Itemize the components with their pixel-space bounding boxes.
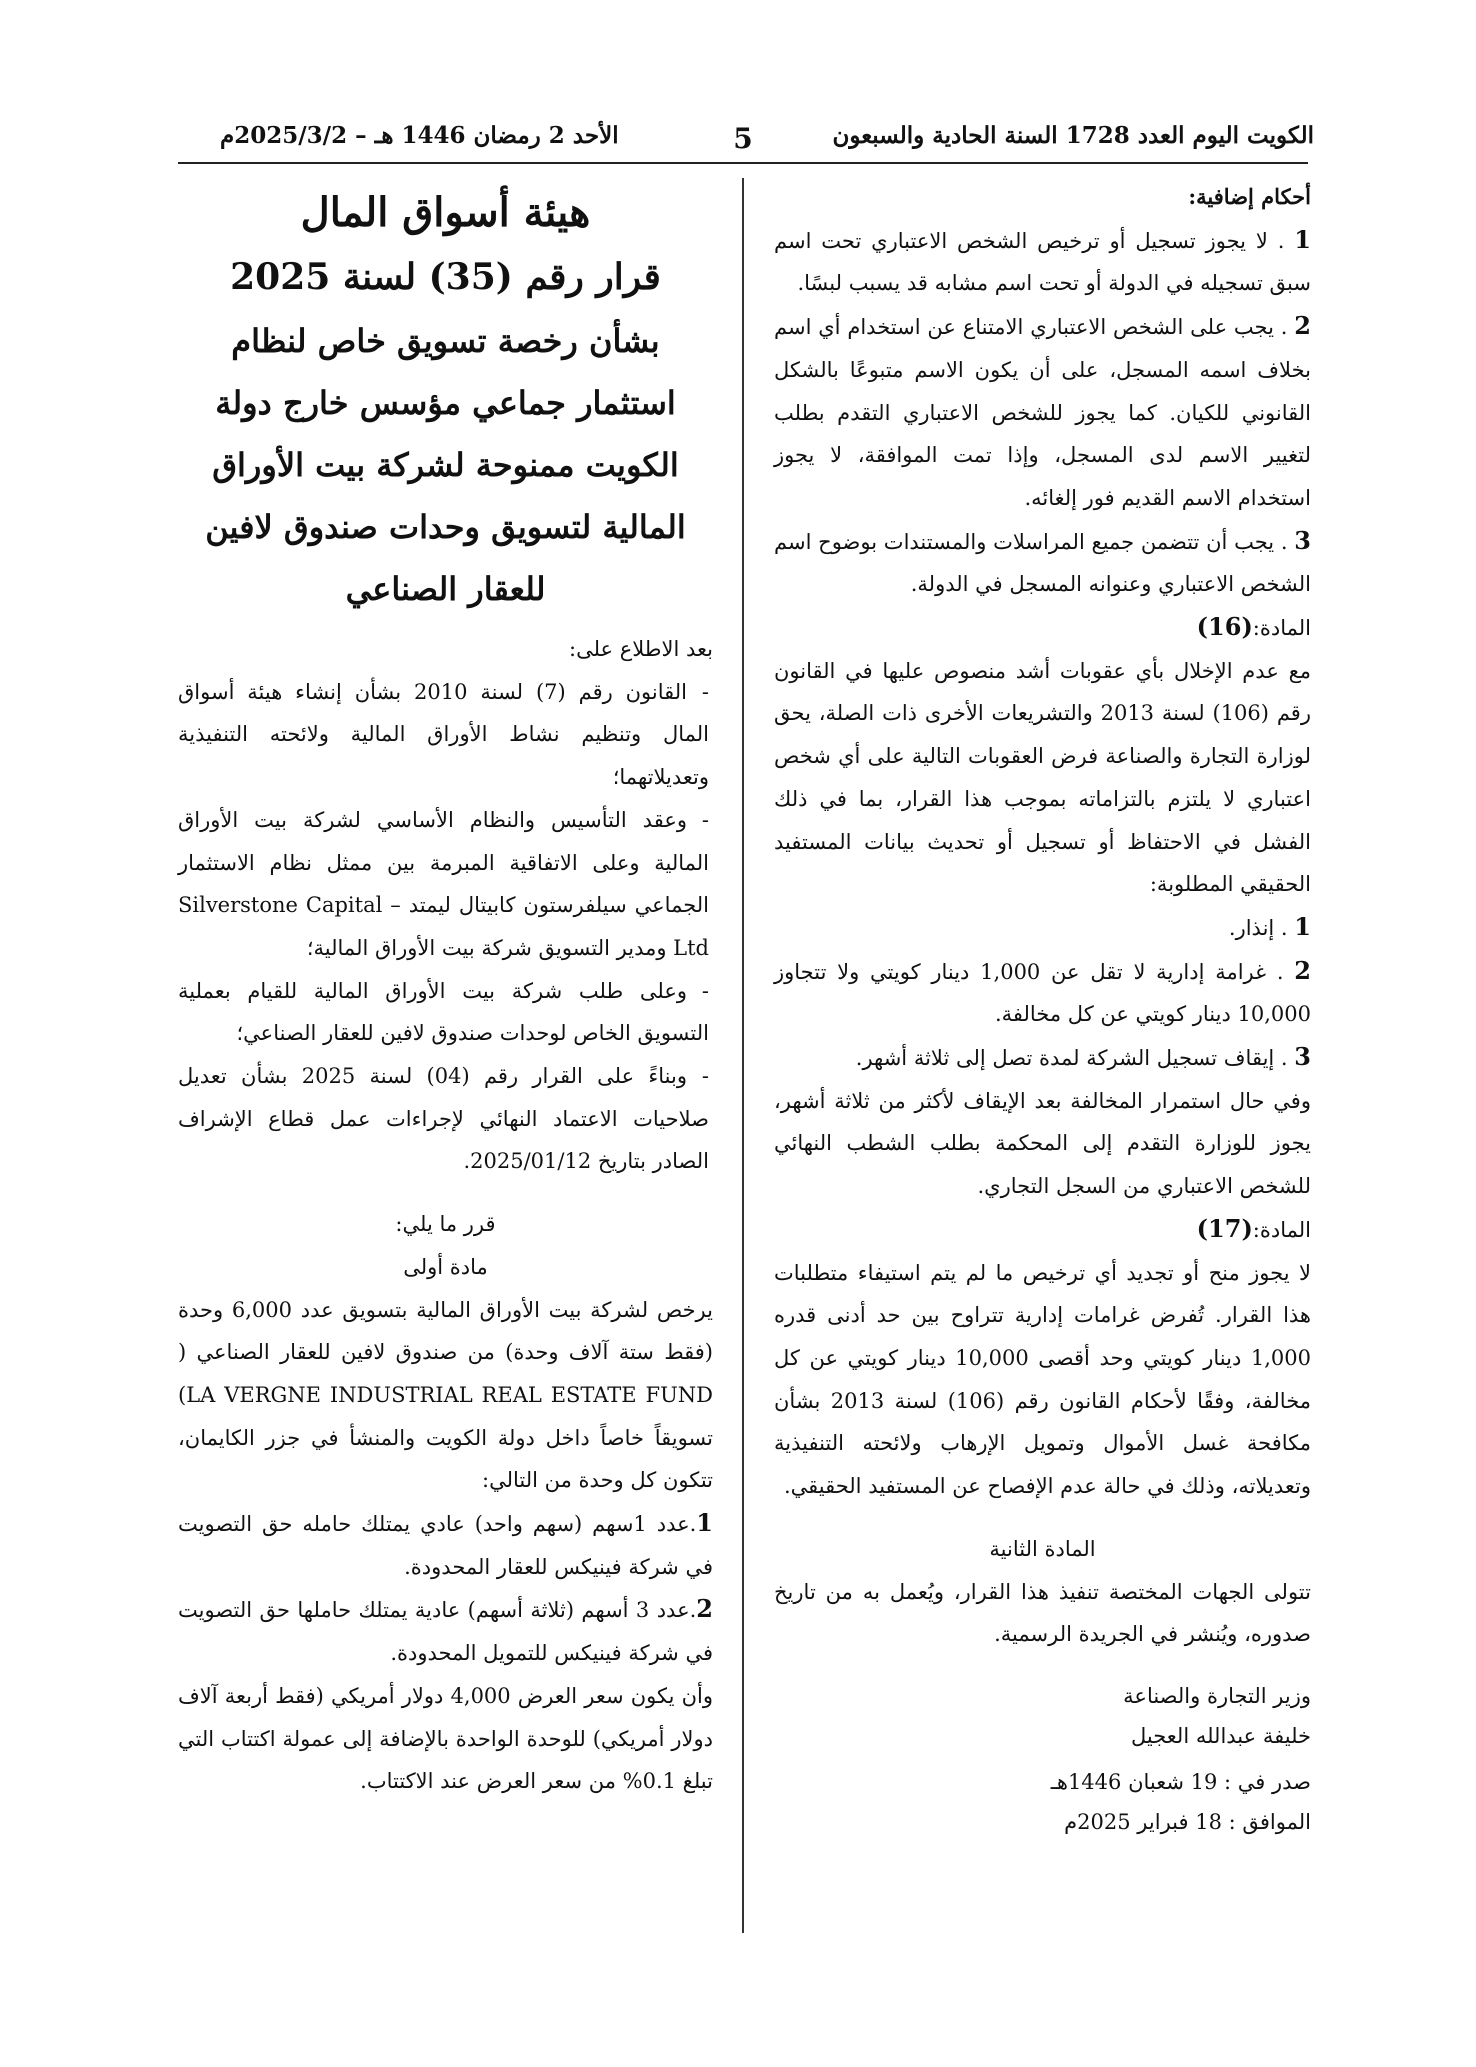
article-label: المادة: xyxy=(1252,616,1311,641)
spacer xyxy=(774,1656,1311,1676)
spacer xyxy=(178,1183,713,1203)
corresponding-date: الموافق : 18 فبراير 2025م xyxy=(1064,1809,1311,1834)
recital-text: القانون رقم (7) لسنة 2010 بشأن إنشاء هيئة أسواق المال وتنظيم نشاط الأوراق المالية ولائحته التنفيذية وتعديلاتهما؛ xyxy=(178,679,709,790)
after-review-label: بعد الاطلاع على: xyxy=(569,637,713,661)
minister-name: خليفة عبدالله العجيل xyxy=(1131,1723,1311,1748)
issued-on-date: صدر في : 19 شعبان 1446هـ xyxy=(1050,1769,1311,1794)
left-column xyxy=(178,176,713,1803)
penalty-item xyxy=(774,1036,1311,1080)
decided-label: قرر ما يلي: xyxy=(395,1212,496,1237)
unit-text: .عدد 3 أسهم (ثلاثة أسهم) عادية يمتلك حاملها حق التصويت في شركة فينيكس للتمويل المحدودة. xyxy=(178,1598,713,1666)
dash-bullet: - xyxy=(701,807,709,832)
penalty-number: 1 xyxy=(1294,911,1311,941)
decision-title: قرار رقم (35) لسنة 2025 xyxy=(230,256,661,298)
unit-item xyxy=(178,1502,713,1588)
issue-date: الأحد 2 رمضان 1446 هـ – 2025/3/2م xyxy=(220,122,619,149)
unit-text: .عدد 1سهم (سهم واحد) عادي يمتلك حامله حق التصويت في شركة فينيكس للعقار المحدودة. xyxy=(178,1512,713,1579)
unit-number: 2 xyxy=(696,1594,713,1624)
provision-text: . يجب أن تتضمن جميع المراسلات والمستندات بوضوح اسم الشخص الاعتباري وعنوانه المسجل في الدولة. xyxy=(774,529,1311,597)
right-column xyxy=(774,176,1311,1842)
provision-item xyxy=(774,520,1311,606)
authority-title: هيئة أسواق المال xyxy=(300,189,591,236)
recital-item xyxy=(178,970,713,1055)
unit-number: 1 xyxy=(696,1508,713,1538)
unit-item xyxy=(178,1588,713,1674)
gazette-issue-info: الكويت اليوم العدد 1728 السنة الحادية والسبعون xyxy=(832,122,1314,149)
recital-text: وبناءً على القرار رقم (04) لسنة 2025 بشأن تعديل صلاحيات الاعتماد النهائي لإجراءات عمل قطاع الإشراف الصادر بتاريخ 2025/01/12. xyxy=(178,1064,709,1174)
provision-text: . يجب على الشخص الاعتباري الامتناع عن استخدام أي اسم بخلاف اسمه المسجل، على أن يكون الاسم متبوعًا بالشكل القانوني للكيان. كما يجوز للشخص الاعتباري التقدم بطلب لتغيير الاسم لدى المسجل، وإذا تمت الموافقة، لا يجوز استخدام الاسم القديم فور إلغائه. xyxy=(774,315,1311,510)
issuance-block xyxy=(774,1762,1311,1842)
recital-item xyxy=(178,1055,713,1183)
recital-text: وعقد التأسيس والنظام الأساسي لشركة بيت الأوراق المالية وعلى الاتفاقية المبرمة بين ممثل نظام الاستثمار الجماعي سيلفرستون كابيتال ليمتد – Silverstone Capital Ltd ومدير التسويق شركة بيت الأوراق المالية؛ xyxy=(178,807,709,960)
provision-number: 1 xyxy=(1294,224,1311,254)
article-16-heading xyxy=(774,606,1311,650)
closing-text: وأن يكون سعر العرض 4,000 دولار أمريكي (فقط أربعة آلاف دولار أمريكي) للوحدة الواحدة بالإضافة إلى عمولة اكتتاب التي تبلغ 0.1% من سعر العرض عند الاكتتاب. xyxy=(178,1683,713,1794)
dash-bullet: - xyxy=(701,679,710,704)
article-17-heading xyxy=(774,1208,1311,1252)
provision-number: 3 xyxy=(1294,525,1311,555)
penalty-text: . إيقاف تسجيل الشركة لمدة تصل إلى ثلاثة أشهر. xyxy=(855,1046,1295,1071)
article-16-text: مع عدم الإخلال بأي عقوبات أشد منصوص عليها في القانون رقم (106) لسنة 2013 والتشريعات الأخرى ذات الصلة، يحق لوزارة التجارة والصناعة فرض العقوبات التالية على أي شخص اعتباري لا يلتزم بالتزاماته بموجب هذا القرار، بما في ذلك الفشل في الاحتفاظ أو تسجيل أو تحديث بيانات المستفيد الحقيقي المطلوبة: xyxy=(774,658,1311,897)
penalty-number: 3 xyxy=(1294,1042,1311,1072)
article-two-text: تتولى الجهات المختصة تنفيذ هذا القرار، ويُعمل به من تاريخ صدوره، ويُنشر في الجريدة الرسمية. xyxy=(774,1579,1311,1647)
dash-bullet: - xyxy=(701,1064,709,1089)
provision-item xyxy=(774,219,1311,305)
penalty-item xyxy=(774,950,1311,1036)
minister-title: وزير التجارة والصناعة xyxy=(1123,1683,1311,1708)
article-17-text: لا يجوز منح أو تجديد أي ترخيص ما لم يتم استيفاء متطلبات هذا القرار. تُفرض غرامات إدارية تتراوح بين حد أدنى قدره 1,000 دينار كويتي وحد أقصى 10,000 دينار كويتي عن كل مخالفة، وفقًا لأحكام القانون رقم (106) لسنة 2013 بشأن مكافحة غسل الأموال وتمويل الإرهاب ولائحته التنفيذية وتعديلاته، وذلك في حالة عدم الإفصاح عن المستفيد الحقيقي. xyxy=(774,1260,1311,1499)
recital-item xyxy=(178,799,713,970)
article-16-continuation: وفي حال استمرار المخالفة بعد الإيقاف لأكثر من ثلاثة أشهر، يجوز للوزارة التقدم إلى المحكمة بطلب الشطب النهائي للشخص الاعتباري من السجل التجاري. xyxy=(774,1088,1311,1199)
spacer xyxy=(774,1508,1311,1528)
provision-number: 2 xyxy=(1294,311,1311,341)
recital-item xyxy=(178,671,713,799)
provision-text: . لا يجوز تسجيل أو ترخيص الشخص الاعتباري تحت اسم سبق تسجيله في الدولة أو تحت اسم مشابه قد يسبب لبسًا. xyxy=(774,228,1311,296)
penalty-item xyxy=(774,906,1311,950)
article-label: المادة: xyxy=(1252,1217,1311,1242)
decision-subject: بشأن رخصة تسويق خاص لنظام استثمار جماعي مؤسس خارج دولة الكويت ممنوحة لشركة بيت الأوراق المالية لتسويق وحدات صندوق لافين للعقار الصناعي xyxy=(205,322,686,608)
article-number: (17) xyxy=(1196,1213,1253,1243)
penalty-number: 2 xyxy=(1294,955,1311,985)
article-one-heading: مادة أولى xyxy=(403,1254,488,1279)
penalty-text: . غرامة إدارية لا تقل عن 1,000 دينار كويتي ولا تتجاوز 10,000 دينار كويتي عن كل مخالفة. xyxy=(774,959,1311,1027)
recital-text: وعلى طلب شركة بيت الأوراق المالية للقيام بعملية التسويق الخاص لوحدات صندوق لافين للعقار الصناعي؛ xyxy=(178,978,709,1046)
provision-item xyxy=(774,305,1311,520)
header-rule xyxy=(178,162,1308,164)
article-number: (16) xyxy=(1196,612,1253,642)
dash-bullet: - xyxy=(701,978,709,1003)
article-one-text: يرخص لشركة بيت الأوراق المالية بتسويق عدد 6,000 وحدة (فقط ستة آلاف وحدة) من صندوق لافين للعقار الصناعي ( LA VERGNE INDUSTRIAL REAL ESTATE FUND) تسويقاً خاصاً داخل دولة الكويت والمنشأ في جزر الكايمان، تتكون كل وحدة من التالي: xyxy=(178,1297,713,1493)
additional-provisions-heading: أحكام إضافية: xyxy=(1188,184,1311,209)
page-number: 5 xyxy=(733,122,753,155)
article-two-heading: المادة الثانية xyxy=(989,1536,1096,1561)
column-divider xyxy=(742,178,744,1933)
penalty-text: . إنذار. xyxy=(1228,915,1295,940)
signature-block xyxy=(774,1676,1311,1756)
